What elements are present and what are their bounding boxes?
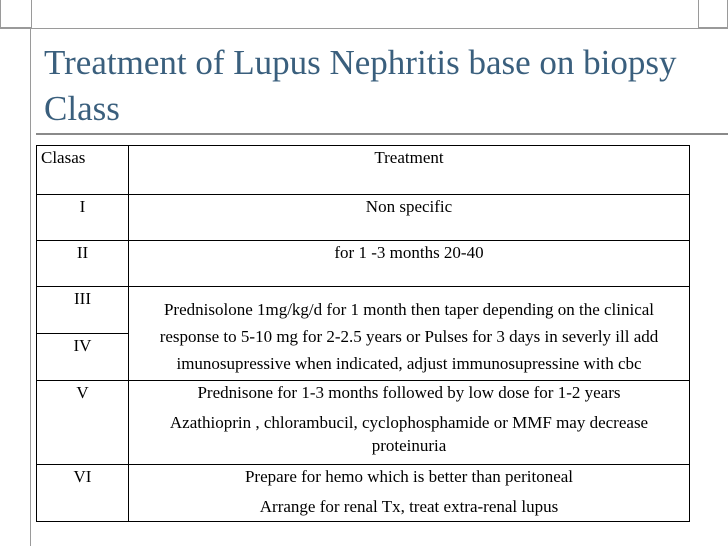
slide-title: Treatment of Lupus Nephritis base on biopsy Class <box>44 43 677 128</box>
treatment-table <box>36 145 690 522</box>
treatment-cell: Non specific <box>129 195 690 241</box>
table-row <box>37 287 690 334</box>
class-cell: IV <box>37 334 129 381</box>
class-cell: V <box>37 381 129 465</box>
table-header-row <box>37 146 690 195</box>
class-cell: VI <box>37 465 129 522</box>
header-class: Clasas <box>37 146 129 195</box>
treatment-cell <box>129 381 690 465</box>
table-row <box>37 465 690 522</box>
slide-corner-left <box>0 0 32 28</box>
table-row <box>37 195 690 241</box>
treatment-line: Azathioprin , chlorambucil, cyclophosphamide or MMF may decrease proteinuria <box>169 413 649 455</box>
table-row <box>37 381 690 465</box>
treatment-line: Arrange for renal Tx, treat extra-renal lupus <box>259 497 559 516</box>
treatment-cell <box>129 465 690 522</box>
class-cell: II <box>37 241 129 287</box>
treatment-line: Prepare for hemo which is better than peritoneal <box>244 467 574 486</box>
class-cell: I <box>37 195 129 241</box>
title-underline <box>36 133 728 135</box>
treatment-line: Prednisone for 1-3 months followed by low dose for 1-2 years <box>197 383 621 402</box>
side-rule <box>30 28 31 546</box>
class-cell: III <box>37 287 129 334</box>
treatment-cell: for 1 -3 months 20-40 <box>129 241 690 287</box>
header-treatment: Treatment <box>129 146 690 195</box>
treatment-cell-merged: Prednisolone 1mg/kg/d for 1 month then taper depending on the clinical response to 5-10 mg for 2-2.5 years or Pulses for 3 days in severly ill add imunosupressive when indicated, adjust immunosupressine with cbc <box>129 287 690 381</box>
slide-corner-right <box>698 0 728 28</box>
table-row <box>37 241 690 287</box>
top-rule <box>0 28 728 29</box>
